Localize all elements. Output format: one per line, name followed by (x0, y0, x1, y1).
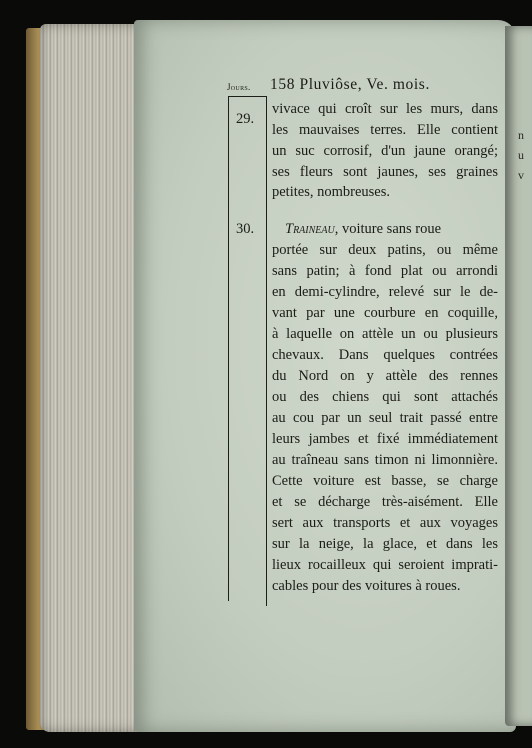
text-line: et se décharge très-aisément. Elle (272, 494, 498, 510)
text-line: Cette voiture est basse, se charge (272, 473, 498, 489)
text-line: ses fleurs sont jaunes, ses graines (272, 164, 498, 180)
text-line: portée sur deux patins, ou même (272, 242, 498, 258)
text-line: cables pour des voitures à roues. (272, 578, 461, 594)
text-line: les mauvaises terres. Elle contient (272, 122, 498, 138)
text-line: chevaux. Dans quelques contrées (272, 347, 498, 363)
entry-first-line (285, 221, 498, 238)
next-page-glyph: n (518, 128, 524, 142)
page-block-edges (40, 24, 148, 732)
text-line: vivace qui croît sur les murs, dans (272, 101, 498, 117)
text-line: sur la neige, la glace, et dans les (272, 536, 498, 552)
column-rule-right (266, 96, 267, 606)
text-line: au cou par un seul trait passé entre (272, 410, 498, 426)
header-rule (229, 96, 267, 97)
text-line: du Nord on y attèle des rennes (272, 368, 498, 384)
text-line: vant par une courbure en coquille, (272, 305, 498, 321)
text-line: sans patin; à fond plat ou arrondi (272, 263, 498, 279)
text-line: , voiture sans roue (334, 221, 442, 237)
text-line: lieux rocailleux qui seroient imprati- (272, 557, 498, 573)
text-line: au traîneau sans timon ni limonnière. (272, 452, 498, 468)
text-line: à laquelle on attèle un ou plusieurs (272, 326, 498, 342)
column-rule-left (228, 96, 229, 601)
next-page-glyph: u (518, 148, 524, 162)
day-number: 30. (236, 221, 255, 237)
text-line: ou des chiens qui sont attachés (272, 389, 498, 405)
text-line: leurs jambes et fixé immédiatement (272, 431, 498, 447)
text-line: sert aux transports et aux voyages (272, 515, 498, 531)
entry-term: Traineau (285, 221, 335, 237)
text-line: un suc corrosif, d'un jaune orangé; (272, 143, 498, 159)
running-head: 158 Pluviôse, Ve. mois. (270, 76, 430, 93)
text-line: petites, nombreuses. (272, 184, 390, 200)
day-number: 29. (236, 111, 255, 127)
next-page-glyph: v (518, 168, 524, 182)
column-header-jours: Jours. (227, 82, 251, 92)
text-line: en demi-cylindre, relevé sur le de- (272, 284, 498, 300)
